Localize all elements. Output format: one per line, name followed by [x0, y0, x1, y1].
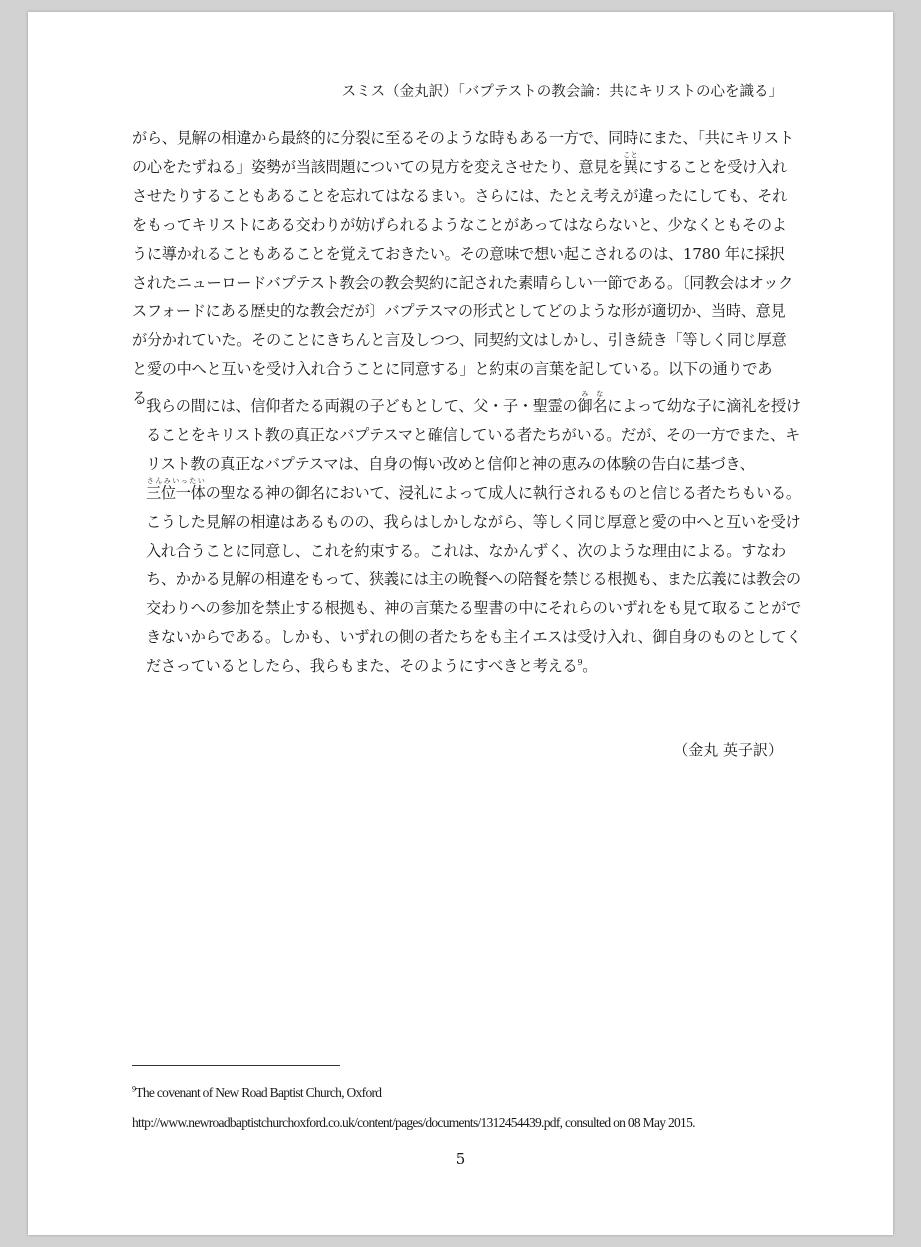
footnote-number: 9 [132, 1084, 136, 1094]
ruby-mina-reading: みな [577, 390, 608, 398]
covenant-quote [146, 390, 802, 681]
quote-end: 。 [582, 657, 598, 676]
ruby-koto-base: 異 [622, 157, 638, 176]
body-text-part2: にすることを受け入れさせたりすることもあることを忘れてはなるまい。さらには、たとえ考えが違ったにしても、それをもってキリストにある交わりが妨げられるようなことがあってはならないと、少なくともそのように導かれることもあることを覚えておきたい。その意味で想い起こされるのは、1780 年に採択されたニューロードバプテスト教会の教会契約に記された素晴らしい一節である。〔同教会はオックスフォードにある歴史的な教会だが〕バプテスマの形式としてどのような形が適切か、当時、意見が分かれていた。そのことにきちんと言及しつつ、同契約文はしかし、引き続き「等しく同じ厚意と愛の中へと互いを受け入れ合うことに同意する」と約束の言葉を記している。以下の通りである。 [132, 157, 793, 408]
footnote-url[interactable]: http://www.newroadbaptistchurchoxford.co.uk/content/pages/documents/1312454439.pdf, consulted on 08 May 2015. [132, 1115, 695, 1130]
quote-part3: の聖なる神の御名において、浸礼によって成人に執行されるものと信じる者たちもいる。こうした見解の相違はあるものの、我らはしかしながら、等しく同じ厚意と愛の中へと互いを受け入れ合うことに同意し、これを約束する。これは、なかんずく、次のような理由による。すなわち、かかる見解の相違をもって、狭義には主の晩餐への陪餐を禁じる根拠も、また広義には教会の交わりへの参加を禁止する根拠も、神の言葉たる聖書の中にそれらのいずれをも見て取ることができないからである。しかも、いずれの側の者たちをも主イエスは受け入れ、御自身のものとしてくださっているとしたら、我らもまた、そのようにすべきと考える [146, 483, 802, 676]
document-page [28, 12, 893, 1235]
ruby-mina-base: 御名 [577, 397, 608, 415]
ruby-sanmiittai-base: 三位一体 [146, 483, 206, 502]
translator-credit: （金丸 英子訳） [673, 741, 783, 759]
body-paragraph-text [132, 124, 794, 413]
quote-part1: 我らの間には、信仰者たる両親の子どもとして、父・子・聖霊の [146, 397, 578, 415]
footnote [132, 1078, 832, 1138]
footnote-title: The covenant of New Road Baptist Church, Oxford [135, 1085, 382, 1100]
quote-part2: によって幼な子に滴礼を授けることをキリスト教の真正なバプテスマと確信している者たちがいる。だが、その一方でまた、キリスト教の真正なバプテスマは、自身の悔い改めと信仰と神の恵みの体験の告白に基づき、 [146, 397, 801, 473]
body-paragraph [132, 124, 794, 413]
covenant-quote-text [146, 390, 802, 681]
footnote-divider [132, 1065, 340, 1066]
ruby-mina [577, 390, 608, 415]
body-text-part1: がら、見解の相違から最終的に分裂に至るそのような時もある一方で、同時にまた、「共にキリストの心をたずねる」姿勢が当該問題についての見方を変えさせたり、意見を [132, 129, 794, 176]
ruby-sanmiittai-reading: さんみいったい [146, 476, 206, 485]
footnote-reference[interactable]: 9 [577, 658, 583, 668]
ruby-koto [622, 150, 638, 176]
ruby-sanmiittai [146, 476, 206, 502]
ruby-koto-reading: こと [622, 150, 638, 159]
footnote-line-1 [132, 1078, 832, 1108]
page-number: 5 [455, 1150, 466, 1168]
running-header: スミス（金丸訳）「バプテストの教会論：共にキリストの心を識る」 [341, 84, 783, 100]
